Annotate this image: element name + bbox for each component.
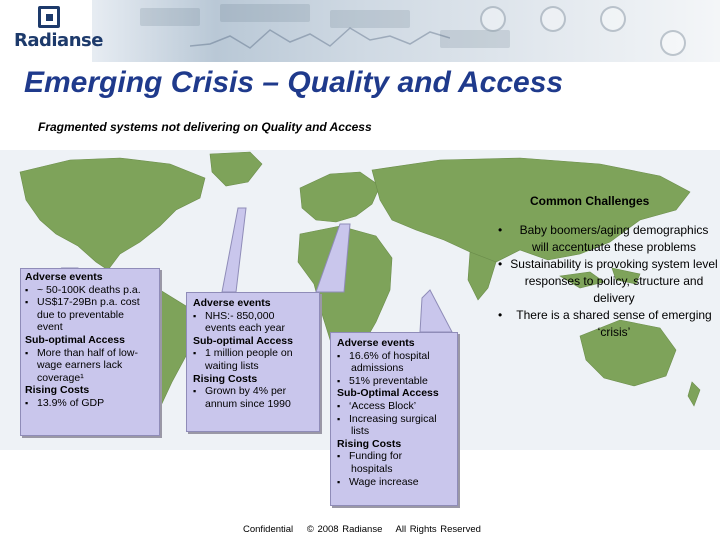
callout-item: ▪ Wage increase: [337, 476, 451, 489]
callout-item-continued: annum since 1990: [205, 397, 291, 410]
callout-item-continued: hospitals: [351, 462, 393, 475]
gauge-icon: [540, 6, 566, 32]
page-subtitle: Fragmented systems not delivering on Quality and Access: [38, 120, 372, 134]
callout-item: ▪ 51% preventable: [337, 375, 451, 388]
callout-item: ▪ Increasing surgical: [337, 413, 451, 426]
common-challenges-heading: Common Challenges: [530, 194, 650, 208]
logo-text: Radianse: [14, 30, 103, 51]
callout-heading: Adverse events: [337, 337, 415, 349]
callout-item: ▪ Grown by 4% per: [193, 385, 313, 398]
callout-us: [20, 268, 160, 436]
logo-mark-icon: [38, 6, 60, 28]
callout-australia: [330, 332, 458, 506]
callout-item-continued: waiting lists: [205, 359, 259, 372]
list-item: • There is a shared sense of emerging ‘crisis’: [490, 307, 718, 341]
callout-item: ▪ 1 million people on: [193, 347, 313, 360]
callout-item-continued: event: [37, 321, 63, 334]
banner-waveform: [190, 16, 450, 56]
callout-item: ▪ NHS:- 850,000: [193, 310, 313, 323]
callout-heading: Rising Costs: [25, 384, 90, 397]
gauge-icon: [480, 6, 506, 32]
footer-rights: All Rights Reserved: [395, 524, 481, 535]
callout-item: ▪ ‘Access Block’: [337, 400, 451, 413]
gauge-icon: [660, 30, 686, 56]
callout-heading: Sub-Optimal Access: [337, 387, 439, 400]
callout-item: ▪ 16.6% of hospital: [337, 350, 451, 363]
callout-heading: Sub-optimal Access: [193, 334, 293, 347]
callout-uk: [186, 292, 320, 432]
callout-heading: Adverse events: [193, 297, 271, 309]
list-item: • Sustainability is provoking system level responses to policy, structure and delivery: [490, 256, 718, 307]
callout-heading: Rising Costs: [193, 372, 258, 385]
footer-copyright: © 2008 Radianse: [306, 524, 383, 535]
callout-item: ▪ Funding for: [337, 450, 451, 463]
callout-heading: Adverse events: [25, 271, 103, 283]
callout-item: ▪ US$17-29Bn p.a. cost: [25, 296, 155, 309]
common-challenges-list: [490, 222, 718, 341]
gauge-icon: [600, 6, 626, 32]
callout-item: ▪ ~ 50-100K deaths p.a.: [25, 284, 155, 297]
banner-graphic: [440, 30, 510, 48]
callout-item-continued: admissions: [351, 362, 404, 375]
list-item: • Baby boomers/aging demographics will accentuate these problems: [490, 222, 718, 256]
callout-item: ▪ 13.9% of GDP: [25, 397, 155, 410]
page-title: Emerging Crisis – Quality and Access: [24, 66, 564, 99]
callout-heading: Rising Costs: [337, 437, 402, 450]
callout-item-continued: events each year: [205, 322, 285, 335]
callout-item-continued: coverage¹: [37, 371, 84, 384]
callout-heading: Sub-optimal Access: [25, 333, 125, 346]
footer: [243, 524, 491, 535]
callout-item-continued: wage earners lack: [37, 359, 123, 372]
callout-item-continued: due to preventable: [37, 308, 124, 321]
logo: [0, 0, 103, 62]
callout-item-continued: lists: [351, 425, 370, 438]
footer-confidential: Confidential: [243, 524, 294, 535]
header-banner: [0, 0, 720, 62]
callout-item: ▪ More than half of low-: [25, 347, 155, 360]
